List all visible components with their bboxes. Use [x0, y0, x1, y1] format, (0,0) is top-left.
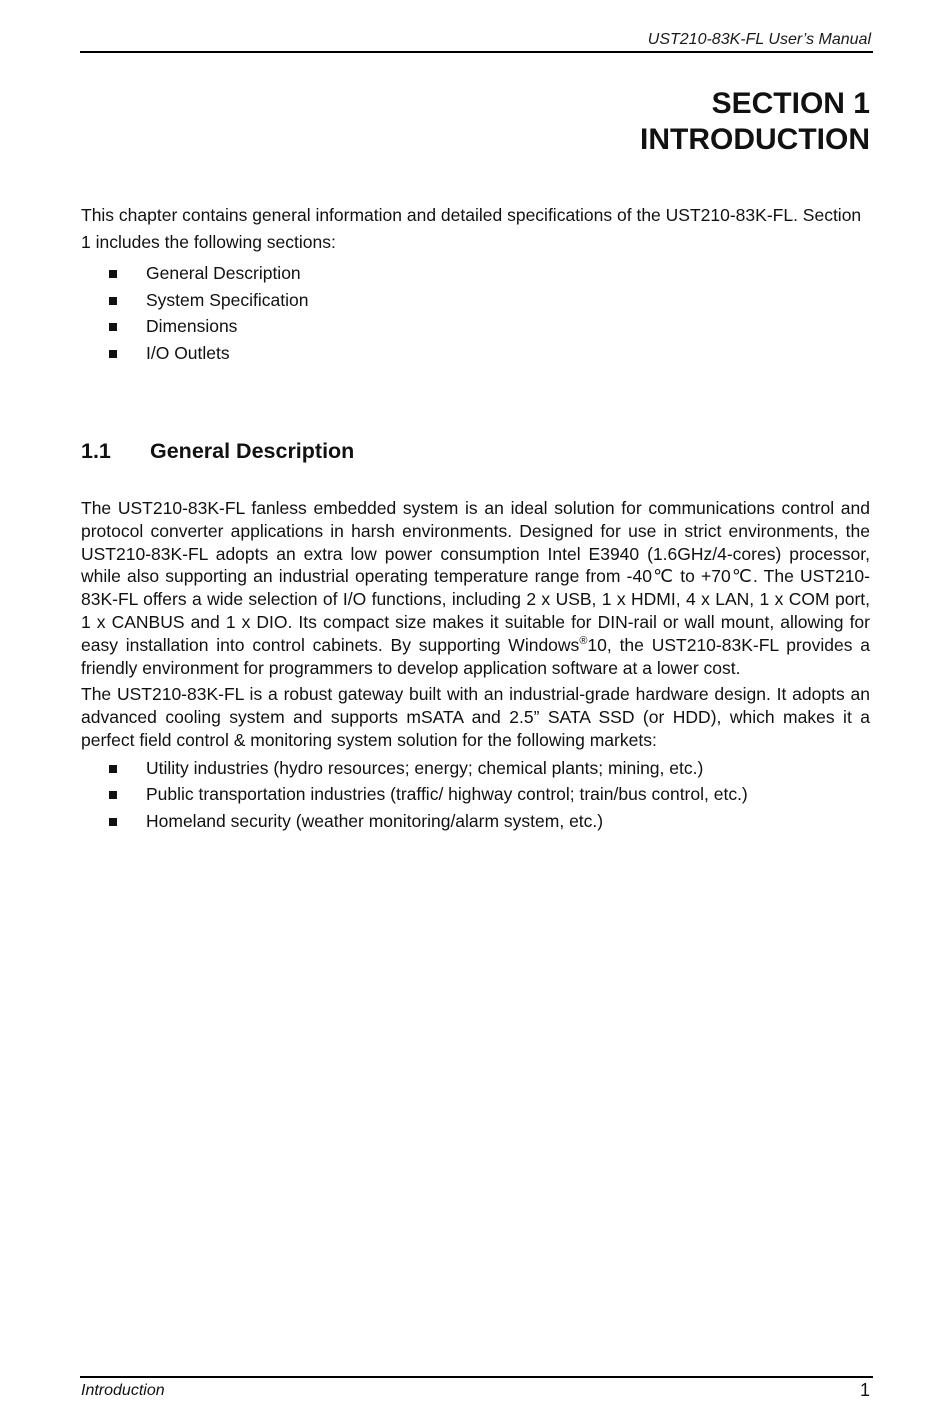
square-bullet-icon — [109, 297, 117, 305]
section-title — [640, 86, 870, 158]
square-bullet-icon — [109, 270, 117, 278]
list-item — [81, 755, 870, 782]
header-rule — [80, 51, 873, 53]
intro-block — [81, 202, 870, 366]
list-item-label: System Specification — [146, 289, 309, 310]
list-item — [81, 287, 870, 314]
paragraph-text-part-2: 10, the UST210-83K-FL provides a friendly environment for programmers to develop application software at a lower cost. — [81, 634, 870, 678]
footer-rule — [80, 1376, 873, 1378]
running-footer-chapter: Introduction — [81, 1382, 165, 1399]
list-item — [81, 260, 870, 287]
page-number: 1 — [859, 1380, 870, 1400]
list-item-label: Public transportation industries (traffic/ highway control; train/bus control, etc.) — [146, 784, 748, 805]
list-item-label: Dimensions — [146, 316, 238, 336]
subsection-heading — [81, 437, 354, 465]
list-item-label: General Description — [146, 263, 301, 283]
general-description-paragraph-2: The UST210-83K-FL is a robust gateway built with an industrial-grade hardware design. It adopts an advanced cooling system and supports mSATA and 2.5” SATA SSD (or HDD), which makes it a perfect field control & monitoring system solution for the following markets: — [81, 684, 870, 750]
list-item-label: Utility industries (hydro resources; energy; chemical plants; mining, etc.) — [146, 757, 704, 778]
list-item-label: Homeland security (weather monitoring/alarm system, etc.) — [146, 810, 604, 831]
general-description-paragraph-1 — [81, 497, 870, 679]
registered-mark: ® — [579, 634, 588, 647]
square-bullet-icon — [109, 350, 117, 358]
intro-bullet-list — [81, 260, 870, 366]
paragraph-text-part-1: The UST210-83K-FL fanless embedded system is an ideal solution for communications control and protocol converter applications in harsh environments. Designed for use in strict environments, the UST210-83K-FL adopts an extra low power consumption Intel E3940 (1.6GHz/4-cores) processor, while also supporting an industrial operating temperature range from -40℃ to +70℃. The UST210-83K-FL offers a wide selection of I/O functions, including 2 x USB, 1 x HDMI, 4 x LAN, 1 x COM port, 1 x CANBUS and 1 x DIO. Its compact size makes it suitable for DIN-rail or wall mount, allowing for easy installation into control cabinets. By supporting Windows — [81, 498, 870, 655]
subsection-number: 1.1 — [81, 439, 111, 463]
section-title-line-1: SECTION 1 — [711, 87, 870, 120]
square-bullet-icon — [109, 323, 117, 331]
square-bullet-icon — [109, 765, 117, 773]
square-bullet-icon — [109, 791, 117, 799]
section-title-line-2: INTRODUCTION — [640, 123, 870, 156]
list-item-label: I/O Outlets — [146, 342, 230, 363]
list-item — [81, 313, 870, 340]
list-item — [81, 340, 870, 367]
subsection-title: General Description — [150, 439, 355, 463]
running-header: UST210-83K-FL User’s Manual — [647, 31, 871, 48]
square-bullet-icon — [109, 818, 117, 826]
list-item — [81, 781, 870, 808]
list-item — [81, 808, 870, 835]
general-description-block — [81, 497, 870, 834]
intro-paragraph: This chapter contains general information and detailed specifications of the UST210-83K-FL. Section 1 includes the following sections: — [81, 205, 862, 252]
markets-bullet-list — [81, 755, 870, 835]
